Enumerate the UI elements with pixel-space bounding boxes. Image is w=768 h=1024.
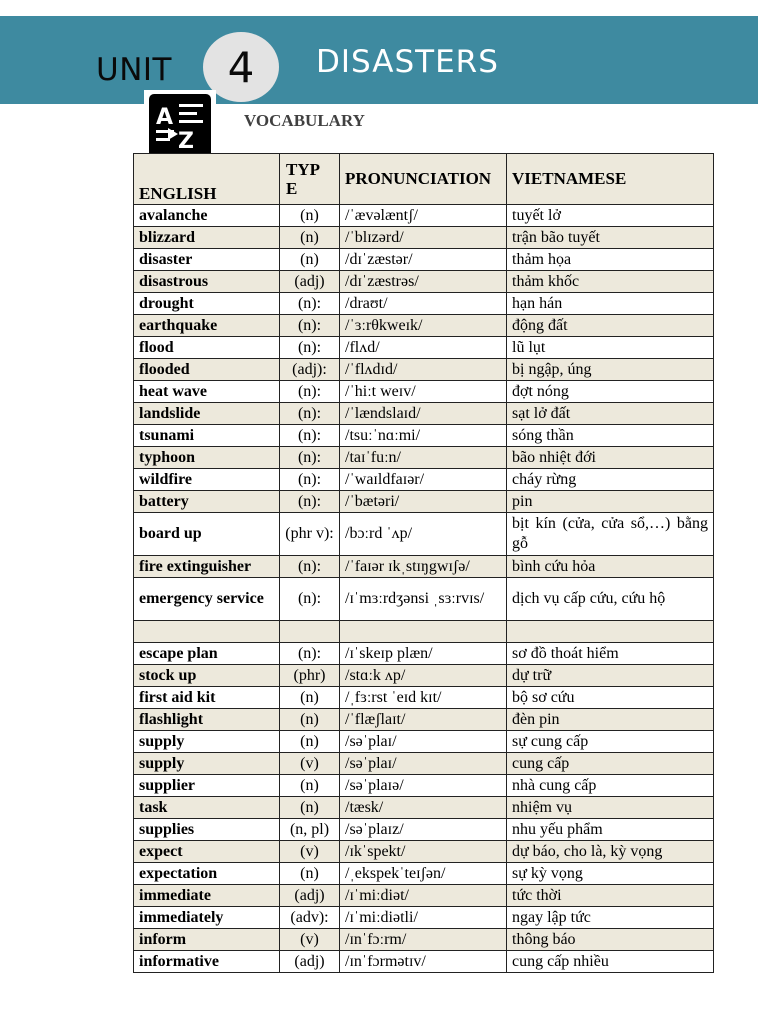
cell-type: (n) xyxy=(280,731,340,753)
table-row xyxy=(134,205,714,227)
cell-english: expect xyxy=(134,841,280,863)
cell-type: (n) xyxy=(280,687,340,709)
cell-pronunciation: /səˈplaɪə/ xyxy=(340,775,507,797)
table-row xyxy=(134,731,714,753)
cell-english: disastrous xyxy=(134,271,280,293)
table-header-row xyxy=(134,154,714,205)
table-row xyxy=(134,469,714,491)
cell-english: landslide xyxy=(134,403,280,425)
table-row xyxy=(134,687,714,709)
table-row xyxy=(134,819,714,841)
table-row xyxy=(134,403,714,425)
cell-english: flooded xyxy=(134,359,280,381)
table-row xyxy=(134,249,714,271)
cell-pronunciation: /ɪnˈfɔrmətɪv/ xyxy=(340,951,507,973)
table-row xyxy=(134,665,714,687)
table-row xyxy=(134,491,714,513)
cell-english: flashlight xyxy=(134,709,280,731)
cell-pronunciation: /ɪˈmiːdiət/ xyxy=(340,885,507,907)
table-row xyxy=(134,381,714,403)
cell-english: immediately xyxy=(134,907,280,929)
cell-english: board up xyxy=(134,513,280,556)
cell-english: fire extinguisher xyxy=(134,556,280,578)
cell-vietnamese: thảm khốc xyxy=(507,271,714,293)
cell-type: (n) xyxy=(280,227,340,249)
table-row xyxy=(134,863,714,885)
cell-vietnamese: dự báo, cho là, kỳ vọng xyxy=(507,841,714,863)
cell-type: (n): xyxy=(280,315,340,337)
section-title: VOCABULARY xyxy=(244,111,365,130)
cell-vietnamese: đợt nóng xyxy=(507,381,714,403)
table-row xyxy=(134,271,714,293)
cell-type: (adj) xyxy=(280,951,340,973)
cell-type: (n): xyxy=(280,556,340,578)
cell-pronunciation: /ɪˈmɜːrdʒənsi ˌsɜːrvɪs/ xyxy=(340,578,507,621)
cell-vietnamese: đèn pin xyxy=(507,709,714,731)
cell-vietnamese: thông báo xyxy=(507,929,714,951)
cell-english: stock up xyxy=(134,665,280,687)
table-row xyxy=(134,643,714,665)
table-row xyxy=(134,556,714,578)
cell-type: (n) xyxy=(280,863,340,885)
cell-english: wildfire xyxy=(134,469,280,491)
header-type: TYP E xyxy=(280,154,340,205)
svg-text:A: A xyxy=(156,105,174,130)
cell-pronunciation: /ˈflæʃlaɪt/ xyxy=(340,709,507,731)
cell-type: (adj) xyxy=(280,271,340,293)
cell-pronunciation: /tsuːˈnɑːmi/ xyxy=(340,425,507,447)
cell-type: (n): xyxy=(280,491,340,513)
cell-pronunciation: /ˈflʌdɪd/ xyxy=(340,359,507,381)
table-row xyxy=(134,293,714,315)
cell-english: informative xyxy=(134,951,280,973)
cell-type: (v) xyxy=(280,841,340,863)
cell-pronunciation: /ˌfɜːrst ˈeɪd kɪt/ xyxy=(340,687,507,709)
cell-english: supply xyxy=(134,731,280,753)
cell-pronunciation: /səˈplaɪ/ xyxy=(340,753,507,775)
cell-vietnamese: nhiệm vụ xyxy=(507,797,714,819)
cell-english: disaster xyxy=(134,249,280,271)
cell-type: (n): xyxy=(280,403,340,425)
table-row xyxy=(134,951,714,973)
cell-type: (n): xyxy=(280,425,340,447)
cell-english: supply xyxy=(134,753,280,775)
cell-type: (n) xyxy=(280,709,340,731)
cell-pronunciation: /ˈævəlæntʃ/ xyxy=(340,205,507,227)
cell-pronunciation: /tæsk/ xyxy=(340,797,507,819)
cell-type: (adj) xyxy=(280,885,340,907)
cell-vietnamese: bão nhiệt đới xyxy=(507,447,714,469)
table-body xyxy=(134,205,714,973)
cell-pronunciation: /ˈhiːt weɪv/ xyxy=(340,381,507,403)
vocabulary-table xyxy=(133,153,714,973)
cell-vietnamese: cung cấp nhiều xyxy=(507,951,714,973)
cell-type: (n): xyxy=(280,293,340,315)
cell-vietnamese: cung cấp xyxy=(507,753,714,775)
cell-type: (phr) xyxy=(280,665,340,687)
cell-pronunciation: /bɔːrd ˈʌp/ xyxy=(340,513,507,556)
cell-vietnamese xyxy=(507,621,714,643)
cell-pronunciation: /ˈwaɪldfaɪər/ xyxy=(340,469,507,491)
cell-english: flood xyxy=(134,337,280,359)
cell-type: (n): xyxy=(280,447,340,469)
cell-english: drought xyxy=(134,293,280,315)
cell-vietnamese: lũ lụt xyxy=(507,337,714,359)
header-vietnamese: VIETNAMESE xyxy=(507,154,714,205)
cell-pronunciation: /ɪˈmiːdiətli/ xyxy=(340,907,507,929)
table-row xyxy=(134,359,714,381)
cell-vietnamese: sơ đồ thoát hiểm xyxy=(507,643,714,665)
cell-english: heat wave xyxy=(134,381,280,403)
cell-pronunciation: /ˈlændslaɪd/ xyxy=(340,403,507,425)
cell-english: task xyxy=(134,797,280,819)
cell-english: earthquake xyxy=(134,315,280,337)
cell-type xyxy=(280,621,340,643)
cell-english: supplies xyxy=(134,819,280,841)
table-row xyxy=(134,315,714,337)
cell-type: (n): xyxy=(280,578,340,621)
table-row xyxy=(134,513,714,556)
cell-type: (v) xyxy=(280,929,340,951)
cell-vietnamese: nhu yếu phẩm xyxy=(507,819,714,841)
cell-type: (n): xyxy=(280,469,340,491)
cell-pronunciation: /ɪkˈspekt/ xyxy=(340,841,507,863)
cell-vietnamese: bịt kín (cửa, cửa sổ,…) bằng gỗ xyxy=(507,513,714,556)
cell-pronunciation: /ˈfaɪər ɪkˌstɪŋgwɪʃə/ xyxy=(340,556,507,578)
cell-vietnamese: sự kỳ vọng xyxy=(507,863,714,885)
cell-english xyxy=(134,621,280,643)
unit-number-badge: 4 xyxy=(203,32,279,102)
cell-pronunciation: /flʌd/ xyxy=(340,337,507,359)
cell-english: blizzard xyxy=(134,227,280,249)
table-row xyxy=(134,621,714,643)
cell-pronunciation: /stɑːk ʌp/ xyxy=(340,665,507,687)
cell-type: (adv): xyxy=(280,907,340,929)
cell-type: (n) xyxy=(280,797,340,819)
table-row xyxy=(134,709,714,731)
cell-type: (n): xyxy=(280,337,340,359)
cell-pronunciation: /səˈplaɪ/ xyxy=(340,731,507,753)
table-row xyxy=(134,907,714,929)
cell-pronunciation xyxy=(340,621,507,643)
svg-text:Z: Z xyxy=(178,129,194,154)
cell-vietnamese: ngay lập tức xyxy=(507,907,714,929)
cell-type: (adj): xyxy=(280,359,340,381)
table-row xyxy=(134,227,714,249)
cell-english: tsunami xyxy=(134,425,280,447)
cell-vietnamese: nhà cung cấp xyxy=(507,775,714,797)
cell-pronunciation: /ˈɜːrθkweɪk/ xyxy=(340,315,507,337)
cell-vietnamese: bị ngập, úng xyxy=(507,359,714,381)
cell-type: (n): xyxy=(280,381,340,403)
table-row xyxy=(134,447,714,469)
cell-vietnamese: thảm họa xyxy=(507,249,714,271)
cell-type: (v) xyxy=(280,753,340,775)
table-row xyxy=(134,841,714,863)
cell-english: first aid kit xyxy=(134,687,280,709)
cell-pronunciation: /ɪˈskeɪp plæn/ xyxy=(340,643,507,665)
cell-vietnamese: động đất xyxy=(507,315,714,337)
unit-title: DISASTERS xyxy=(316,44,499,80)
table-row xyxy=(134,775,714,797)
cell-vietnamese: tuyết lở xyxy=(507,205,714,227)
table-row xyxy=(134,885,714,907)
cell-pronunciation: /ɪnˈfɔːrm/ xyxy=(340,929,507,951)
cell-type: (n, pl) xyxy=(280,819,340,841)
header-pronunciation: PRONUNCIATION xyxy=(340,154,507,205)
cell-english: inform xyxy=(134,929,280,951)
unit-label: UNIT xyxy=(96,52,172,88)
cell-vietnamese: bình cứu hỏa xyxy=(507,556,714,578)
cell-vietnamese: trận bão tuyết xyxy=(507,227,714,249)
cell-english: immediate xyxy=(134,885,280,907)
cell-english: expectation xyxy=(134,863,280,885)
cell-type: (n) xyxy=(280,205,340,227)
table-row xyxy=(134,753,714,775)
cell-vietnamese: sự cung cấp xyxy=(507,731,714,753)
cell-vietnamese: sạt lở đất xyxy=(507,403,714,425)
cell-pronunciation: /dɪˈzæstər/ xyxy=(340,249,507,271)
cell-english: supplier xyxy=(134,775,280,797)
cell-pronunciation: /ˈbætəri/ xyxy=(340,491,507,513)
cell-type: (n): xyxy=(280,643,340,665)
cell-vietnamese: hạn hán xyxy=(507,293,714,315)
cell-type: (phr v): xyxy=(280,513,340,556)
cell-vietnamese: bộ sơ cứu xyxy=(507,687,714,709)
cell-vietnamese: dự trữ xyxy=(507,665,714,687)
cell-type: (n) xyxy=(280,249,340,271)
cell-pronunciation: /dɪˈzæstrəs/ xyxy=(340,271,507,293)
cell-vietnamese: cháy rừng xyxy=(507,469,714,491)
cell-pronunciation: /ˈblɪzərd/ xyxy=(340,227,507,249)
cell-vietnamese: sóng thần xyxy=(507,425,714,447)
cell-pronunciation: /ˌekspekˈteɪʃən/ xyxy=(340,863,507,885)
cell-pronunciation: /taɪˈfuːn/ xyxy=(340,447,507,469)
table-row xyxy=(134,797,714,819)
cell-type: (n) xyxy=(280,775,340,797)
cell-english: battery xyxy=(134,491,280,513)
table-row xyxy=(134,425,714,447)
cell-english: avalanche xyxy=(134,205,280,227)
cell-vietnamese: pin xyxy=(507,491,714,513)
table-row xyxy=(134,929,714,951)
cell-vietnamese: dịch vụ cấp cứu, cứu hộ xyxy=(507,578,714,621)
cell-vietnamese: tức thời xyxy=(507,885,714,907)
cell-pronunciation: /draʊt/ xyxy=(340,293,507,315)
cell-english: escape plan xyxy=(134,643,280,665)
cell-pronunciation: /səˈplaɪz/ xyxy=(340,819,507,841)
table-row xyxy=(134,578,714,621)
header-english: ENGLISH xyxy=(134,154,280,205)
table-row xyxy=(134,337,714,359)
cell-english: typhoon xyxy=(134,447,280,469)
cell-english: emergency service xyxy=(134,578,280,621)
